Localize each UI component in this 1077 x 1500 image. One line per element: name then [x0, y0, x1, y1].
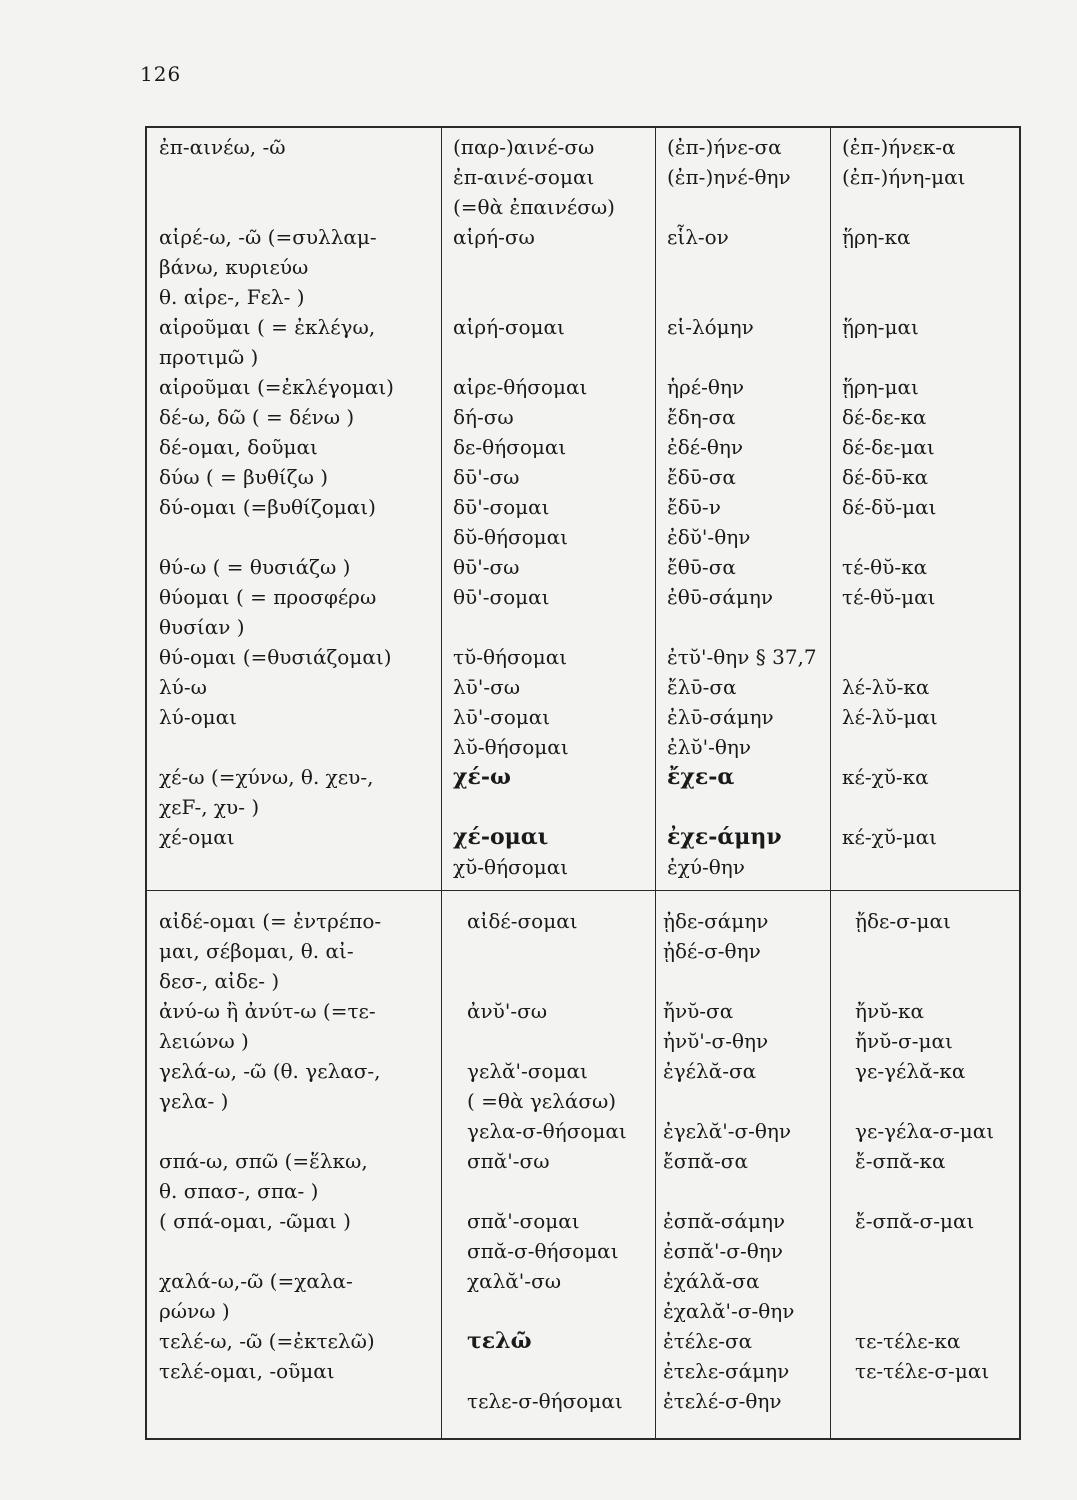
table-cell-line: χέ-ω (=χύνω, θ. χευ-,: [159, 765, 374, 789]
table-cell-line: γελᾰ'-σομαι: [467, 1059, 588, 1083]
table-cell-line: [159, 162, 394, 192]
table-cell-line: σπᾰ'-σω: [467, 1149, 550, 1173]
table-cell-line: γελα-σ-θήσομαι: [467, 1119, 627, 1143]
table-cell-line: λέ-λῠ-μαι: [842, 705, 938, 729]
table-cell-line: [842, 192, 965, 222]
table-cell-line: [667, 792, 817, 822]
aorist-column-2: [663, 906, 794, 1416]
table-cell-line: τελε-σ-θήσομαι: [467, 1389, 623, 1413]
table-cell-line: ἐπ-αινέ-σομαι: [453, 165, 595, 189]
table-cell-line: γελα- ): [159, 1089, 229, 1113]
table-cell-line: αἰδέ-σομαι: [467, 909, 578, 933]
table-cell-line: ἐλῠ'-θην: [667, 735, 752, 759]
table-cell-line: αἱρέ-ω, -ῶ (=συλλαμ-: [159, 225, 377, 249]
table-cell-line: χέ-ομαι: [453, 824, 549, 850]
table-cell-line: [855, 1296, 994, 1326]
table-cell-line: [467, 936, 627, 966]
table-cell-line: ἐχάλᾰ-σα: [663, 1269, 760, 1293]
table-cell-line: [453, 612, 615, 642]
table-cell-line: προτιμῶ ): [159, 345, 259, 369]
table-cell-line: θυσίαν ): [159, 615, 245, 639]
table-cell-line: λῡ'-σομαι: [453, 705, 551, 729]
table-cell-line: ᾔδε-σ-μαι: [855, 909, 951, 933]
table-cell-line: χαλᾰ'-σω: [467, 1269, 562, 1293]
table-cell-line: ἐσπᾰ-σάμην: [663, 1209, 786, 1233]
table-cell-line: ἠνῠ'-σ-θην: [663, 1029, 769, 1053]
table-cell-line: δύ-ομαι (=βυθίζομαι): [159, 495, 376, 519]
table-cell-line: [842, 342, 965, 372]
table-cell-line: ἤνῠ-σ-μαι: [855, 1029, 953, 1053]
table-cell-line: [667, 252, 817, 282]
table-cell-line: ἔδῡ-ν: [667, 495, 721, 519]
table-cell-line: ἔσπᾰ-σα: [663, 1149, 748, 1173]
table-cell-line: ἔλῡ-σα: [667, 675, 737, 699]
table-cell-line: εἷλ-ον: [667, 225, 729, 249]
table-cell-line: λύ-ω: [159, 675, 207, 699]
table-cell-line: ἐθῡ-σάμην: [667, 585, 773, 609]
table-cell-line: [159, 1116, 381, 1146]
table-cell-line: [467, 1356, 627, 1386]
table-cell-line: [855, 1086, 994, 1116]
table-cell-line: θύ-ομαι (=θυσιάζομαι): [159, 645, 392, 669]
table-cell-line: θῡ'-σομαι: [453, 585, 550, 609]
table-cell-line: ρώνω ): [159, 1299, 230, 1323]
table-cell-line: δέ-ω, δῶ ( = δένω ): [159, 405, 355, 429]
table-cell-line: [663, 1176, 794, 1206]
table-cell-line: εἱ-λόμην: [667, 315, 754, 339]
table-cell-line: τε-τέλε-κα: [855, 1329, 961, 1353]
table-cell-line: θύομαι ( = προσφέρω: [159, 585, 377, 609]
column-divider-2: [655, 128, 656, 1440]
table-cell-line: [855, 1236, 994, 1266]
table-cell-line: γε-γέλᾰ-κα: [855, 1059, 966, 1083]
table-cell-line: ἐχύ-θην: [667, 855, 745, 879]
table-cell-line: [842, 522, 965, 552]
table-cell-line: [453, 342, 615, 372]
table-cell-line: σπᾰ-σ-θήσομαι: [467, 1239, 619, 1263]
table-cell-line: ἐσπᾰ'-σ-θην: [663, 1239, 783, 1263]
table-cell-line: λῡ'-σω: [453, 675, 521, 699]
table-cell-line: βάνω, κυριεύω: [159, 255, 309, 279]
table-cell-line: σπά-ω, σπῶ (=ἕλκω,: [159, 1149, 368, 1173]
table-cell-line: [467, 1026, 627, 1056]
table-cell-line: ἡρέ-θην: [667, 375, 745, 399]
table-cell-line: ᾕρη-μαι: [842, 375, 919, 399]
table-cell-line: ἐλῡ-σάμην: [667, 705, 774, 729]
table-cell-line: ἤνῠ-σα: [663, 999, 734, 1023]
table-cell-line: χῠ-θήσομαι: [453, 855, 569, 879]
table-cell-line: [159, 192, 394, 222]
table-cell-line: ἐτέλε-σα: [663, 1329, 753, 1353]
table-cell-line: αἰδέ-ομαι (= ἐντρέπο-: [159, 909, 382, 933]
page-number: 126: [140, 62, 182, 86]
table-cell-line: ἔ-σπᾰ-κα: [855, 1149, 946, 1173]
table-cell-line: ἔθῡ-σα: [667, 555, 736, 579]
table-cell-line: δῡ'-σομαι: [453, 495, 550, 519]
table-cell-line: [467, 966, 627, 996]
table-cell-line: λύ-ομαι: [159, 705, 237, 729]
table-cell-line: ᾐδέ-σ-θην: [663, 939, 761, 963]
table-cell-line: αἱρή-σω: [453, 225, 535, 249]
table-cell-line: χεF-, χυ- ): [159, 795, 260, 819]
table-cell-line: δῠ-θήσομαι: [453, 525, 569, 549]
table-cell-line: δέ-δε-κα: [842, 405, 927, 429]
table-cell-line: (ἐπ-)ήνεκ-α: [842, 135, 956, 159]
table-cell-line: ἐγέλᾰ-σα: [663, 1059, 757, 1083]
table-cell-line: τελέ-ομαι, -οῦμαι: [159, 1359, 335, 1383]
table-cell-line: αἱρε-θήσομαι: [453, 375, 588, 399]
table-cell-line: ἐχαλᾰ'-σ-θην: [663, 1299, 795, 1323]
table-cell-line: [842, 642, 965, 672]
section-divider: [147, 890, 1019, 891]
table-cell-line: [159, 732, 394, 762]
table-cell-line: ᾕρη-κα: [842, 225, 911, 249]
table-cell-line: ἐτελε-σάμην: [663, 1359, 790, 1383]
table-cell-line: [842, 282, 965, 312]
table-cell-line: ἐτελέ-σ-θην: [663, 1389, 782, 1413]
table-cell-line: ἔδη-σα: [667, 405, 736, 429]
table-cell-line: ἤνῠ-κα: [855, 999, 925, 1023]
column-divider-3: [830, 128, 831, 1440]
table-cell-line: [663, 966, 794, 996]
table-cell-line: [855, 1176, 994, 1206]
table-cell-line: τελέ-ω, -ῶ (=ἐκτελῶ): [159, 1329, 375, 1353]
table-cell-line: γε-γέλα-σ-μαι: [855, 1119, 995, 1143]
table-cell-line: ἐτῠ'-θην § 37,7: [667, 645, 817, 669]
table-cell-line: (ἐπ-)ήνη-μαι: [842, 165, 966, 189]
table-cell-line: ( σπά-ομαι, -ῶμαι ): [159, 1209, 351, 1233]
table-cell-line: αἱρή-σομαι: [453, 315, 565, 339]
table-cell-line: [667, 612, 817, 642]
table-cell-line: δε-θήσομαι: [453, 435, 567, 459]
table-cell-line: ᾕρη-μαι: [842, 315, 919, 339]
table-cell-line: (ἐπ-)ηνέ-θην: [667, 165, 791, 189]
table-cell-line: [453, 282, 615, 312]
table-cell-line: [453, 792, 615, 822]
table-cell-line: δέ-δῠ-μαι: [842, 495, 937, 519]
table-cell-line: τῠ-θήσομαι: [453, 645, 568, 669]
table-cell-line: [663, 1086, 794, 1116]
table-cell-line: ἀνύ-ω ἢ ἀνύτ-ω (=τε-: [159, 999, 376, 1023]
table-cell-line: [667, 342, 817, 372]
table-cell-line: δύω ( = βυθίζω ): [159, 465, 329, 489]
table-cell-line: λέ-λῠ-κα: [842, 675, 930, 699]
future-column: [453, 132, 615, 882]
table-cell-line: ἀνῠ'-σω: [467, 999, 548, 1023]
table-cell-line: χέ-ομαι: [159, 825, 235, 849]
table-cell-line: (παρ-)αινέ-σω: [453, 135, 595, 159]
table-cell-line: δέ-δε-μαι: [842, 435, 935, 459]
table-cell-line: ἔχε-α: [667, 764, 735, 790]
column-divider-1: [441, 128, 442, 1440]
table-cell-line: ἔδῡ-σα: [667, 465, 736, 489]
table-cell-line: [842, 252, 965, 282]
table-cell-line: (ἐπ-)ήνε-σα: [667, 135, 782, 159]
table-cell-line: δεσ-, αἰδε- ): [159, 969, 280, 993]
table-cell-line: ἔ-σπᾰ-σ-μαι: [855, 1209, 975, 1233]
future-column-2: [467, 906, 627, 1416]
perfect-column: [842, 132, 965, 852]
conjugation-table: [145, 126, 1021, 1440]
table-cell-line: ἐπ-αινέω, -ῶ: [159, 135, 286, 159]
table-cell-line: [667, 282, 817, 312]
table-cell-line: δέ-ομαι, δοῦμαι: [159, 435, 318, 459]
table-cell-line: [467, 1176, 627, 1206]
table-cell-line: [842, 792, 965, 822]
table-cell-line: [453, 252, 615, 282]
table-cell-line: χαλά-ω,-ῶ (=χαλα-: [159, 1269, 353, 1293]
table-cell-line: [467, 1296, 627, 1326]
table-cell-line: ἐδέ-θην: [667, 435, 744, 459]
table-cell-line: σπᾰ'-σομαι: [467, 1209, 580, 1233]
table-cell-line: λειώνω ): [159, 1029, 249, 1053]
table-cell-line: (=θὰ ἐπαινέσω): [453, 195, 615, 219]
table-cell-line: αἱροῦμαι ( = ἐκλέγω,: [159, 315, 376, 339]
table-cell-line: [842, 732, 965, 762]
table-cell-line: [667, 192, 817, 222]
table-cell-line: δῡ'-σω: [453, 465, 520, 489]
perfect-column-2: [855, 906, 994, 1386]
table-cell-line: λῠ-θήσομαι: [453, 735, 569, 759]
table-cell-line: ἐχε-άμην: [667, 824, 782, 850]
table-cell-line: [842, 612, 965, 642]
table-cell-line: θ. αἱρε-, Fελ- ): [159, 285, 305, 309]
table-cell-line: τέ-θῠ-κα: [842, 555, 928, 579]
table-cell-line: τέ-θῠ-μαι: [842, 585, 936, 609]
table-cell-line: χέ-ω: [453, 764, 511, 790]
table-cell-line: θ. σπασ-, σπα- ): [159, 1179, 319, 1203]
verb-lemma-column-2: [159, 906, 381, 1386]
table-cell-line: τελῶ: [467, 1328, 532, 1354]
table-cell-line: θύ-ω ( = θυσιάζω ): [159, 555, 351, 579]
table-cell-line: τε-τέλε-σ-μαι: [855, 1359, 990, 1383]
table-cell-line: ( =θὰ γελάσω): [467, 1089, 617, 1113]
table-cell-line: γελά-ω, -ῶ (θ. γελασ-,: [159, 1059, 381, 1083]
table-cell-line: [159, 1236, 381, 1266]
table-cell-line: ᾐδε-σάμην: [663, 909, 769, 933]
table-cell-line: κέ-χῠ-μαι: [842, 825, 937, 849]
table-cell-line: [855, 966, 994, 996]
table-cell-line: [159, 522, 394, 552]
aorist-column: [667, 132, 817, 882]
table-cell-line: ἐδῠ'-θην: [667, 525, 751, 549]
table-cell-line: δή-σω: [453, 405, 514, 429]
table-cell-line: [855, 1266, 994, 1296]
table-cell-line: δέ-δῡ-κα: [842, 465, 929, 489]
table-cell-line: μαι, σέβομαι, θ. αἰ-: [159, 939, 354, 963]
table-cell-line: αἱροῦμαι (=ἐκλέγομαι): [159, 375, 394, 399]
table-cell-line: θῡ'-σω: [453, 555, 520, 579]
verb-lemma-column: [159, 132, 394, 852]
table-cell-line: [855, 936, 994, 966]
table-cell-line: ἐγελᾰ'-σ-θην: [663, 1119, 792, 1143]
table-cell-line: κέ-χῠ-κα: [842, 765, 929, 789]
